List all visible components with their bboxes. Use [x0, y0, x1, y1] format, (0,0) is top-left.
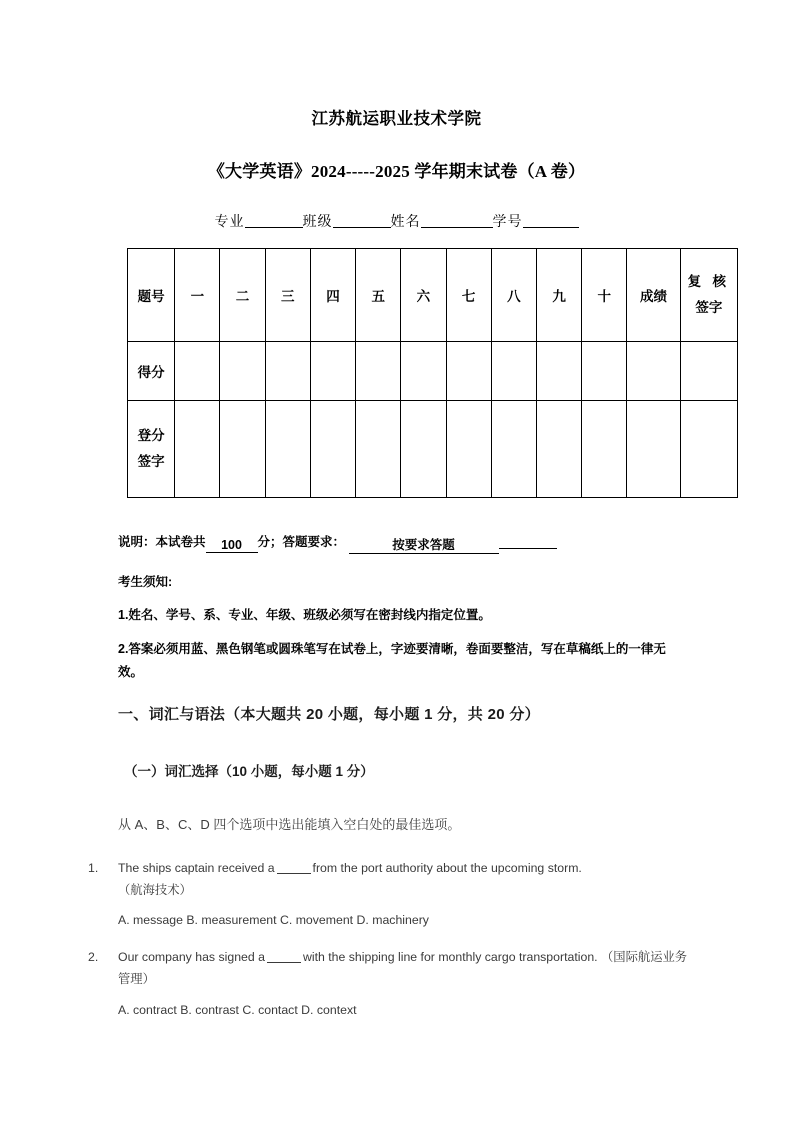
col-header-3: 三	[265, 249, 310, 342]
col-header-1: 一	[175, 249, 220, 342]
register-cell-10[interactable]	[582, 401, 627, 498]
col-header-9: 九	[536, 249, 581, 342]
register-label-line2: 签字	[137, 454, 165, 469]
col-header-7: 七	[446, 249, 491, 342]
question-number: 1.	[88, 861, 99, 875]
question-stem-after: from the port authority about the upcoming storm.	[312, 861, 582, 875]
review-label-line2: 签字	[695, 300, 723, 315]
question-options[interactable]: A. message B. measurement C. movement D. machinery	[118, 913, 429, 927]
register-cell-3[interactable]	[265, 401, 310, 498]
question-stem	[118, 858, 698, 901]
student-id-label: 学号	[492, 215, 523, 230]
register-cell-review[interactable]	[680, 401, 737, 498]
name-input-blank[interactable]	[421, 214, 493, 228]
register-cell-4[interactable]	[310, 401, 355, 498]
student-id-input-blank[interactable]	[523, 214, 579, 228]
score-cell-6[interactable]	[401, 342, 446, 401]
score-summary-table	[127, 248, 738, 498]
question-course-tag: （国际航运业务管理）	[118, 950, 688, 986]
col-header-8: 八	[491, 249, 536, 342]
row-label-question-no: 题号	[128, 249, 175, 342]
major-label: 专业	[214, 215, 245, 230]
question-options[interactable]: A. contract B. contrast C. contact D. context	[118, 1003, 357, 1017]
register-label-line1: 登分	[137, 427, 165, 443]
question-item	[88, 858, 698, 901]
score-cell-2[interactable]	[220, 342, 265, 401]
candidate-notice-rule-2: 2.答案必须用蓝、黑色钢笔或圆珠笔写在试卷上，字迹要清晰，卷面要整洁，写在草稿纸上的一律无效。	[118, 642, 666, 680]
student-info-line	[0, 211, 793, 231]
register-cell-8[interactable]	[491, 401, 536, 498]
col-header-4: 四	[310, 249, 355, 342]
candidate-notice-title: 考生须知:	[118, 575, 173, 589]
question-course-tag: （航海技术）	[118, 882, 192, 897]
col-header-6: 六	[401, 249, 446, 342]
total-points-value: 100	[206, 538, 258, 553]
register-cell-5[interactable]	[356, 401, 401, 498]
answer-requirement-value: 按要求答题	[349, 535, 499, 554]
score-cell-10[interactable]	[582, 342, 627, 401]
answer-blank[interactable]	[277, 862, 311, 874]
col-header-5: 五	[356, 249, 401, 342]
major-input-blank[interactable]	[245, 214, 303, 228]
section-directive: 从 A、B、C、D 四个选项中选出能填入空白处的最佳选项。	[118, 817, 461, 832]
col-header-2: 二	[220, 249, 265, 342]
table-row-score	[128, 342, 738, 401]
score-cell-4[interactable]	[310, 342, 355, 401]
register-cell-7[interactable]	[446, 401, 491, 498]
section-heading-vocab-grammar: 一、词汇与语法（本大题共 20 小题，每小题 1 分，共 20 分）	[118, 706, 540, 723]
score-cell-8[interactable]	[491, 342, 536, 401]
row-label-register-signature	[128, 401, 175, 498]
register-cell-1[interactable]	[175, 401, 220, 498]
register-cell-6[interactable]	[401, 401, 446, 498]
answer-requirement-blank	[499, 535, 557, 549]
register-cell-2[interactable]	[220, 401, 265, 498]
answer-blank[interactable]	[267, 951, 301, 963]
score-cell-9[interactable]	[536, 342, 581, 401]
score-cell-total[interactable]	[627, 342, 680, 401]
school-name-title: 江苏航运职业技术学院	[311, 110, 482, 128]
score-cell-review[interactable]	[680, 342, 737, 401]
shuoming-prefix: 说明：本试卷共	[118, 535, 206, 549]
candidate-notice-rule-1: 1.姓名、学号、系、专业、年级、班级必须写在密封线内指定位置。	[118, 608, 491, 622]
score-cell-7[interactable]	[446, 342, 491, 401]
question-stem-before: Our company has signed a	[118, 950, 265, 964]
review-label-line1: 复 核	[687, 273, 731, 289]
question-stem	[118, 947, 698, 990]
score-cell-1[interactable]	[175, 342, 220, 401]
question-stem-before: The ships captain received a	[118, 861, 275, 875]
question-item	[88, 947, 698, 990]
register-cell-9[interactable]	[536, 401, 581, 498]
question-number: 2.	[88, 950, 99, 964]
name-label: 姓名	[390, 215, 421, 230]
col-header-10: 十	[582, 249, 627, 342]
row-label-score: 得分	[128, 342, 175, 401]
table-row-header	[128, 249, 738, 342]
table-row-register-signature	[128, 401, 738, 498]
score-cell-3[interactable]	[265, 342, 310, 401]
class-label: 班级	[302, 215, 333, 230]
col-header-review-signature	[680, 249, 737, 342]
shuoming-middle: 分；答题要求：	[257, 535, 346, 549]
col-header-total: 成绩	[627, 249, 680, 342]
question-stem-after: with the shipping line for monthly cargo transportation.	[302, 950, 598, 964]
score-cell-5[interactable]	[356, 342, 401, 401]
shuoming-line	[118, 532, 684, 554]
subsection-heading-vocab-choice: （一）词汇选择（10 小题，每小题 1 分）	[124, 764, 374, 779]
paper-title: 《大学英语》2024-----2025 学年期末试卷（A 卷）	[207, 162, 586, 181]
class-input-blank[interactable]	[333, 214, 391, 228]
register-cell-total[interactable]	[627, 401, 680, 498]
